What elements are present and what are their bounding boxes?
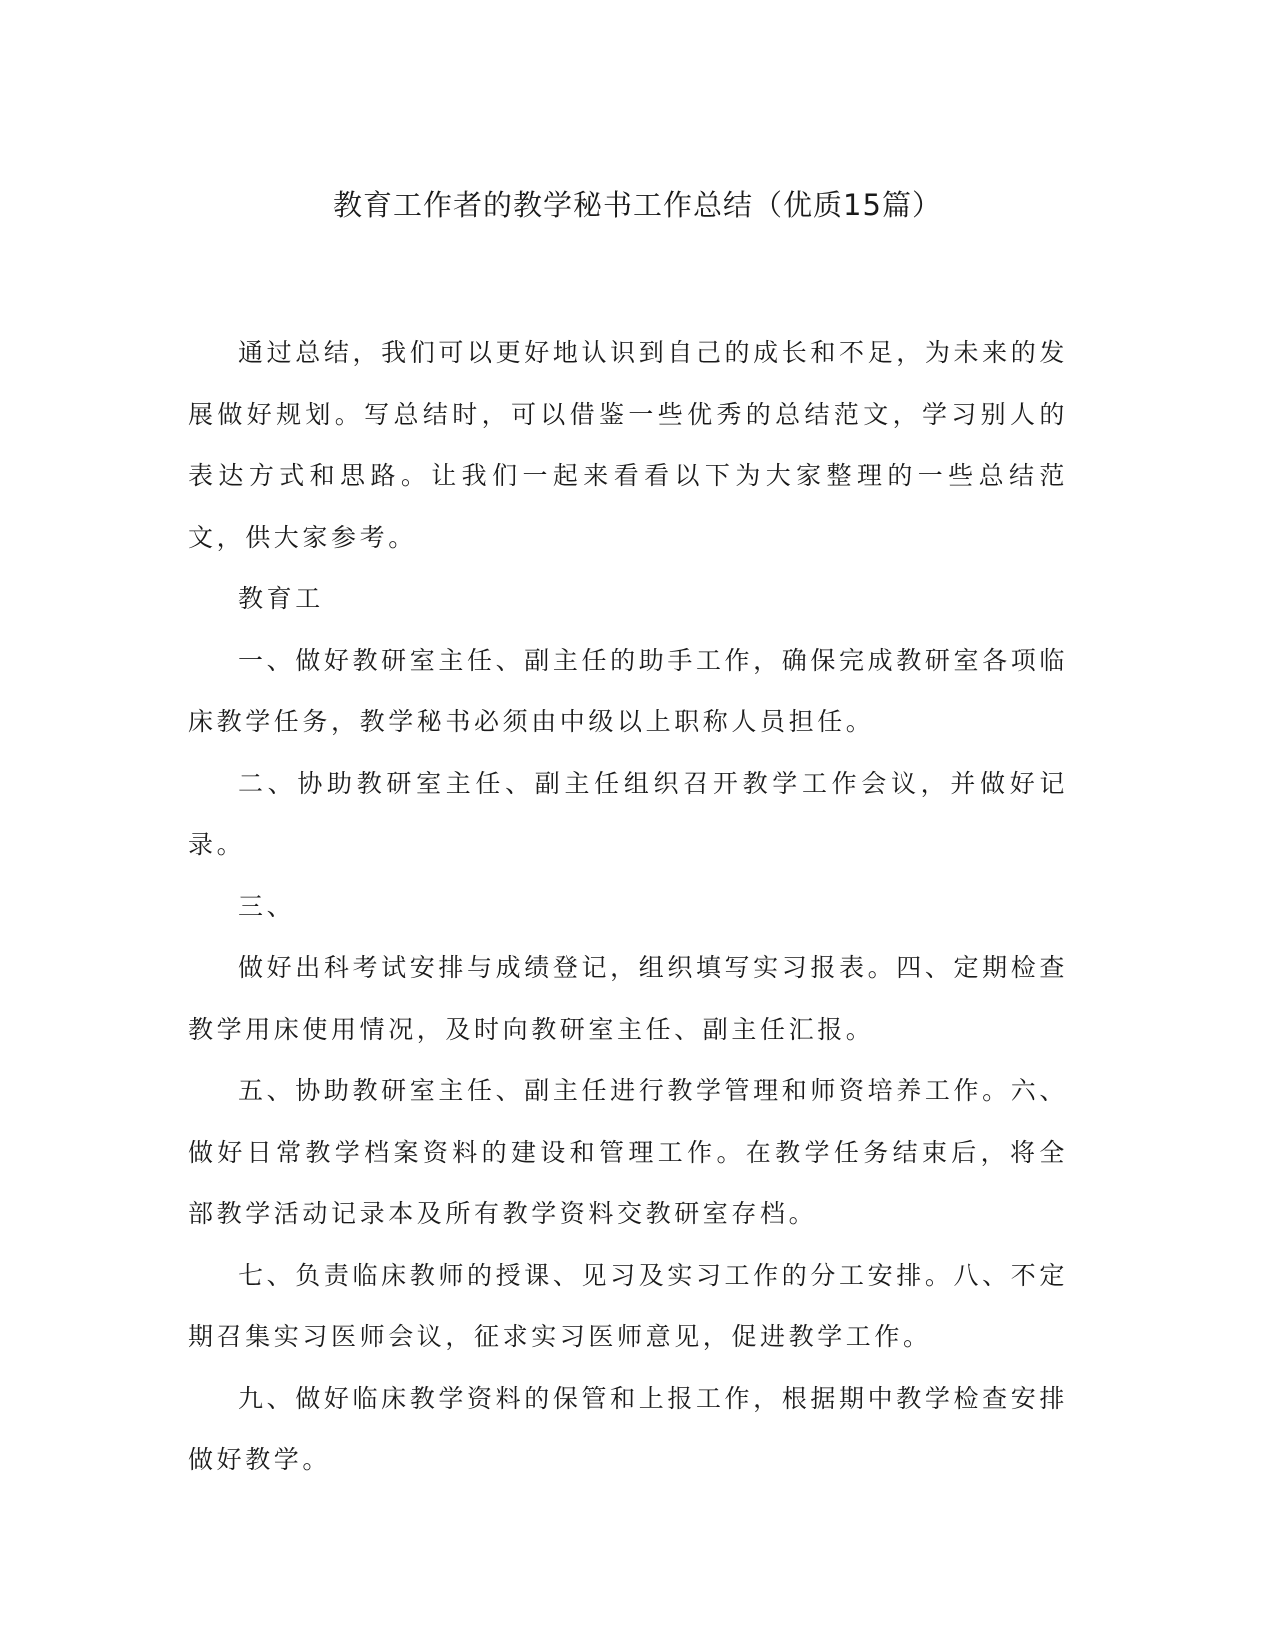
- list-item-7-8: 七、负责临床教师的授课、见习及实习工作的分工安排。八、不定期召集实习医师会议，征求实习医师意见，促进教学工作。: [188, 1260, 1068, 1351]
- list-item-2: 二、协助教研室主任、副主任组织召开教学工作会议，并做好记录。: [188, 768, 1068, 859]
- section-heading: 教育工: [238, 584, 324, 613]
- list-item-9: 九、做好临床教学资料的保管和上报工作，根据期中教学检查安排做好教学。: [188, 1383, 1068, 1474]
- list-item-1: 一、做好教研室主任、副主任的助手工作，确保完成教研室各项临床教学任务，教学秘书必须由中级以上职称人员担任。: [188, 645, 1068, 736]
- page-title: 教育工作者的教学秘书工作总结（优质15篇）: [333, 188, 942, 222]
- document-body: [188, 322, 1068, 1491]
- intro-paragraph: 通过总结，我们可以更好地认识到自己的成长和不足，为未来的发展做好规划。写总结时，可以借鉴一些优秀的总结范文，学习别人的表达方式和思路。让我们一起来看看以下为大家整理的一些总结范文，供大家参考。: [188, 338, 1068, 552]
- list-item-3-number: 三、: [238, 891, 296, 921]
- list-item-5-6: 五、协助教研室主任、副主任进行教学管理和师资培养工作。六、做好日常教学档案资料的建设和管理工作。在教学任务结束后，将全部教学活动记录本及所有教学资料交教研室存档。: [188, 1076, 1068, 1228]
- list-item-3-4: 做好出科考试安排与成绩登记，组织填写实习报表。四、定期检查教学用床使用情况，及时向教研室主任、副主任汇报。: [188, 953, 1068, 1044]
